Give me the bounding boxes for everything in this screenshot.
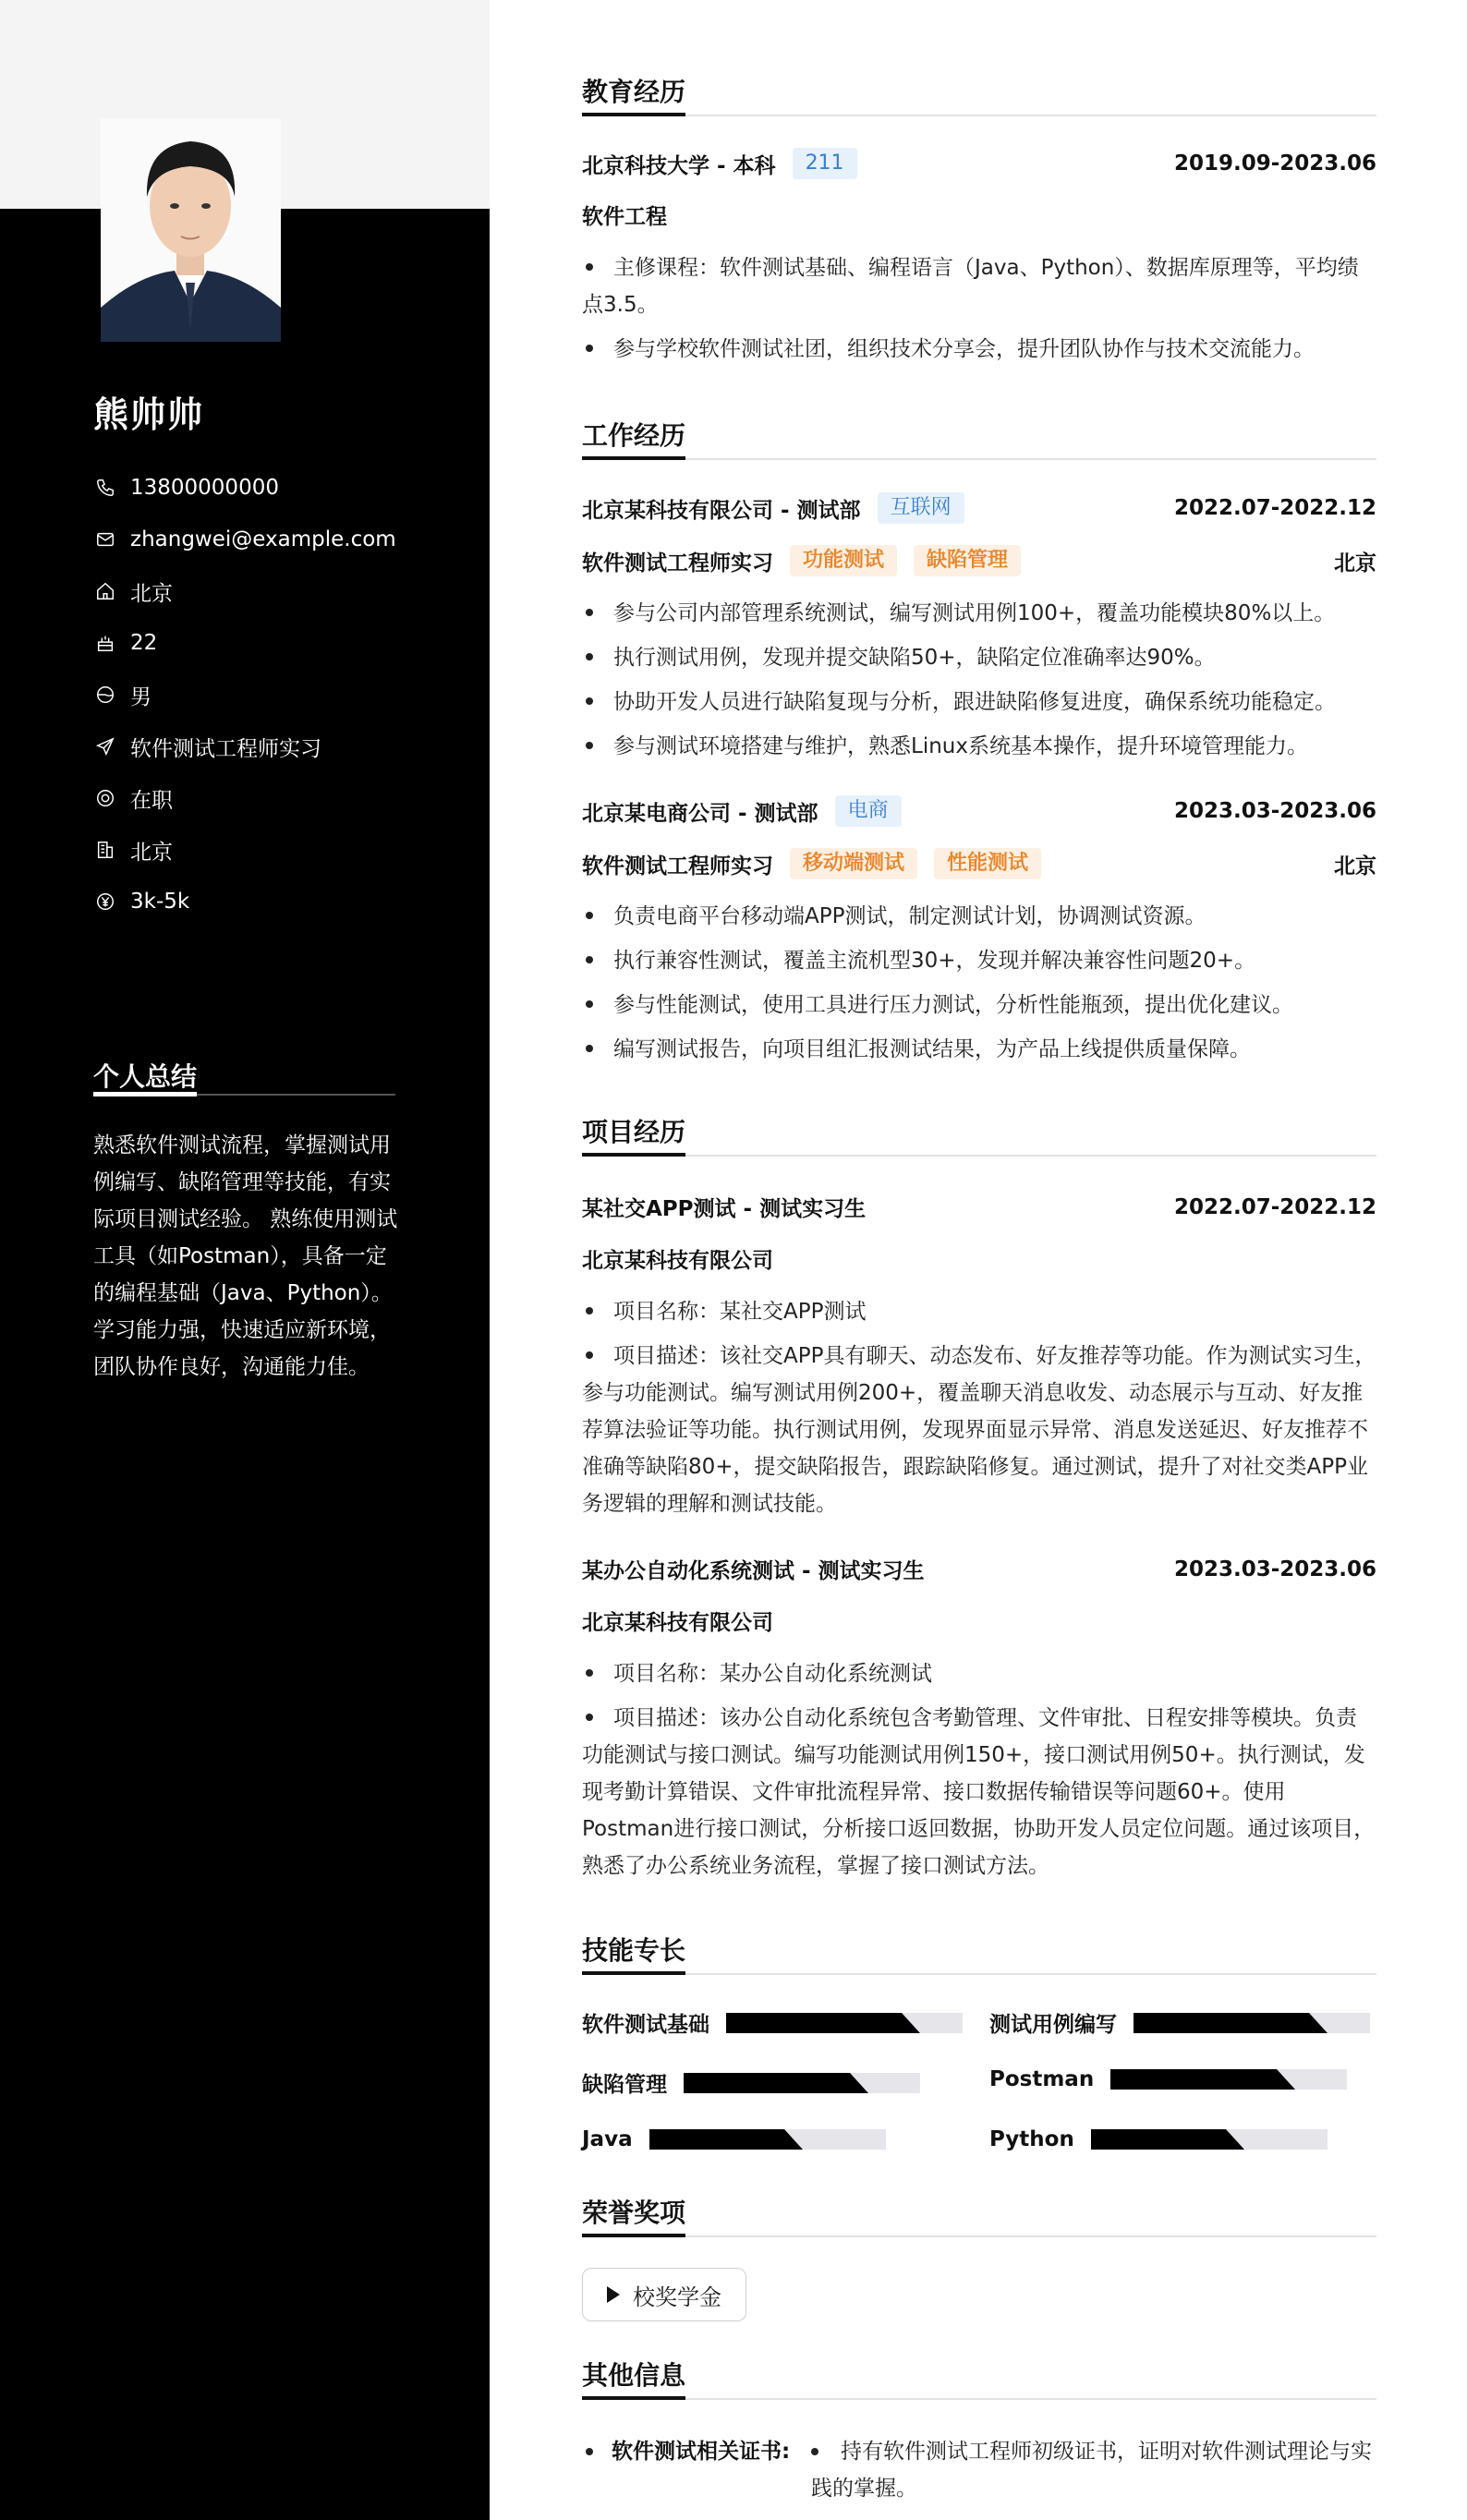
section-divider: [582, 2235, 1376, 2237]
summary-text: 熟悉软件测试流程，掌握测试用例编写、缺陷管理等技能，有实际项目测试经验。 熟练使用测试工具（如Postman），具备一定的编程基础（Java、Python）。 学习能力强，快速适应新环境，团队协作良好，沟通能力佳。: [93, 1133, 398, 1379]
work-date: 2022.07-2022.12: [1173, 496, 1376, 520]
work-title: 工作经历: [582, 420, 686, 451]
work-role-row: [582, 848, 1376, 879]
work-bullet: 参与公司内部管理系统测试，编写测试用例100+，覆盖功能模块80%以上。: [582, 595, 1376, 632]
work-city: 北京: [1334, 854, 1376, 878]
education-title: 教育经历: [582, 77, 686, 107]
work-bullet: 协助开发人员进行缺陷复现与分析，跟进缺陷修复进度，确保系统功能稳定。: [582, 684, 1376, 721]
work-bullet: 参与性能测试，使用工具进行压力测试，分析性能瓶颈，提出优化建议。: [582, 987, 1376, 1024]
skill-name: 测试用例编写: [989, 2013, 1117, 2037]
skill-name: Python: [989, 2127, 1074, 2151]
project-header-row: [582, 1554, 1376, 1584]
project-name: 某办公自动化系统测试 - 测试实习生: [582, 1559, 925, 1583]
role-name: 软件测试工程师实习: [582, 854, 773, 878]
project-company: 北京某科技有限公司: [582, 1611, 773, 1635]
skill-name: Postman: [989, 2067, 1095, 2091]
other-text: 持有软件测试工程师初级证书，证明对软件测试理论与实践的掌握。: [811, 2440, 1372, 2501]
send-icon: [93, 734, 117, 758]
section-divider: [582, 1973, 1376, 1975]
project-date: 2022.07-2022.12: [1173, 1194, 1376, 1219]
other-section-header: [582, 2357, 1376, 2400]
section-divider: [582, 2398, 1376, 2400]
skill-bar: [649, 2129, 886, 2150]
major-row: [582, 200, 1376, 230]
work-date: 2023.03-2023.06: [1173, 799, 1376, 823]
project-date: 2023.03-2023.06: [1173, 1557, 1376, 1581]
gender-icon: [93, 683, 117, 707]
skill-bar: [684, 2073, 920, 2093]
work-header-row: [582, 795, 1376, 827]
salary-row: [93, 876, 463, 927]
industry-tag: 电商: [835, 795, 902, 827]
skill-item: [582, 2067, 920, 2098]
yen-icon: [93, 890, 117, 914]
age-row: [93, 617, 463, 669]
awards-title: 荣誉奖项: [582, 2198, 686, 2228]
building-icon: [93, 838, 117, 862]
sidebar: [0, 0, 490, 2520]
skill-item: [582, 2007, 963, 2038]
skill-item: [582, 2127, 886, 2151]
home-icon: [93, 579, 117, 603]
cake-icon: [93, 631, 117, 655]
contact-info-list: [93, 462, 463, 927]
project-bullet: 项目名称：某社交APP测试: [582, 1293, 1376, 1330]
target-city-text: 北京: [130, 840, 173, 865]
skills-section-header: [582, 1932, 1376, 1975]
skills-title: 技能专长: [582, 1935, 686, 1966]
skill-bar: [726, 2013, 963, 2033]
skill-name: 软件测试基础: [582, 2013, 709, 2037]
work-bullet: 编写测试报告，向项目组汇报测试结果，为产品上线提供质量保障。: [582, 1031, 1376, 1068]
major-text: 软件工程: [582, 205, 667, 229]
work-header-row: [582, 492, 1376, 524]
skill-name: Java: [582, 2127, 633, 2151]
work-city: 北京: [1334, 551, 1376, 575]
work-bullet: 负责电商平台移动端APP测试，制定测试计划，协调测试资源。: [582, 898, 1376, 935]
work-bullet: 参与测试环境搭建与维护，熟悉Linux系统基本操作，提升环境管理能力。: [582, 728, 1376, 765]
section-divider: [582, 1155, 1376, 1157]
project-company-row: [582, 1243, 1376, 1274]
bullet-dot: [586, 2448, 593, 2455]
skill-bar: [1091, 2129, 1328, 2150]
education-header-row: [582, 148, 1376, 179]
candidate-name: 熊帅帅: [93, 394, 205, 435]
school-tag: 211: [793, 148, 857, 179]
school-name: 北京科技大学 - 本科: [582, 153, 776, 178]
skill-tag: 功能测试: [790, 545, 897, 576]
location-row: [93, 565, 463, 617]
education-section-header: [582, 74, 1376, 116]
project-company-row: [582, 1605, 1376, 1636]
education-date: 2019.09-2023.06: [1173, 151, 1376, 176]
mail-icon: [93, 527, 117, 551]
phone-icon: [93, 476, 117, 500]
award-label: 校奖学金: [633, 2284, 721, 2310]
project-name: 某社交APP测试 - 测试实习生: [582, 1197, 867, 1221]
skill-item: [989, 2127, 1328, 2151]
work-section-header: [582, 418, 1376, 460]
skill-item: [989, 2007, 1370, 2038]
award-item[interactable]: [582, 2268, 746, 2321]
email-row: [93, 514, 463, 565]
status-row: [93, 772, 463, 824]
education-bullet: 主修课程：软件测试基础、编程语言（Java、Python）、数据库原理等，平均绩点3.5。: [582, 256, 1359, 317]
company-name: 北京某科技有限公司 - 测试部: [582, 498, 861, 523]
skill-tag: 性能测试: [934, 848, 1041, 879]
skill-bar: [1110, 2069, 1347, 2090]
location-text: 北京: [130, 581, 173, 606]
other-info-item: [582, 2433, 1376, 2511]
section-divider: [582, 115, 1376, 116]
skill-item: [989, 2067, 1347, 2091]
play-icon: [607, 2286, 620, 2303]
section-divider: [582, 458, 1376, 460]
gender-row: [93, 669, 463, 721]
project-bullet: 项目名称：某办公自动化系统测试: [582, 1655, 1376, 1692]
projects-title: 项目经历: [582, 1117, 686, 1147]
awards-section-header: [582, 2195, 1376, 2237]
status-icon: [93, 786, 117, 810]
project-header-row: [582, 1192, 1376, 1222]
gender-text: 男: [130, 685, 152, 709]
project-bullet: 项目描述：该社交APP具有聊天、动态发布、好友推荐等功能。作为测试实习生，参与功能测试。编写测试用例200+，覆盖聊天消息收发、动态展示与互动、好友推荐算法验证等功能。执行测试用例，发现界面显示异常、消息发送延迟、好友推荐不准确等缺陷80+，提交缺陷报告，跟踪缺陷修复。通过测试，提升了对社交类APP业务逻辑的理解和测试技能。: [582, 1344, 1376, 1516]
project-bullet: 项目描述：该办公自动化系统包含考勤管理、文件审批、日程安排等模块。负责功能测试与接口测试。编写功能测试用例150+，接口测试用例50+。执行测试，发现考勤计算错误、文件审批流程异常、接口数据传输错误等问题60+。使用Postman进行接口测试，分析接口返回数据，协助开发人员定位问题。通过该项目，熟悉了办公系统业务流程，掌握了接口测试方法。: [582, 1706, 1376, 1878]
work-bullet: 执行兼容性测试，覆盖主流机型30+，发现并解决兼容性问题20+。: [582, 942, 1376, 979]
target-job-text: 软件测试工程师实习: [130, 736, 321, 761]
phone-text: 13800000000: [130, 476, 279, 500]
target-city-row: [93, 824, 463, 876]
summary-title: 个人总结: [93, 1061, 198, 1092]
other-label: 软件测试相关证书:: [612, 2440, 791, 2464]
status-text: 在职: [130, 788, 173, 813]
project-company: 北京某科技有限公司: [582, 1249, 773, 1273]
other-title: 其他信息: [582, 2360, 686, 2391]
salary-text: 3k-5k: [130, 890, 190, 914]
avatar: [101, 118, 281, 342]
role-name: 软件测试工程师实习: [582, 551, 773, 575]
work-bullet: 执行测试用例，发现并提交缺陷50+，缺陷定位准确率达90%。: [582, 639, 1376, 676]
phone-row: [93, 462, 463, 514]
summary-divider: [93, 1094, 395, 1096]
target-job-row: [93, 721, 463, 772]
education-bullet: 参与学校软件测试社团，组织技术分享会，提升团队协作与技术交流能力。: [582, 331, 1376, 368]
skill-tag: 移动端测试: [790, 848, 917, 879]
email-text: zhangwei@example.com: [130, 527, 396, 551]
projects-section-header: [582, 1114, 1376, 1157]
work-role-row: [582, 545, 1376, 576]
skill-name: 缺陷管理: [582, 2073, 667, 2097]
skill-tag: 缺陷管理: [914, 545, 1021, 576]
company-name: 北京某电商公司 - 测试部: [582, 801, 818, 826]
industry-tag: 互联网: [878, 492, 964, 524]
skill-bar: [1134, 2013, 1370, 2033]
age-text: 22: [130, 631, 158, 655]
